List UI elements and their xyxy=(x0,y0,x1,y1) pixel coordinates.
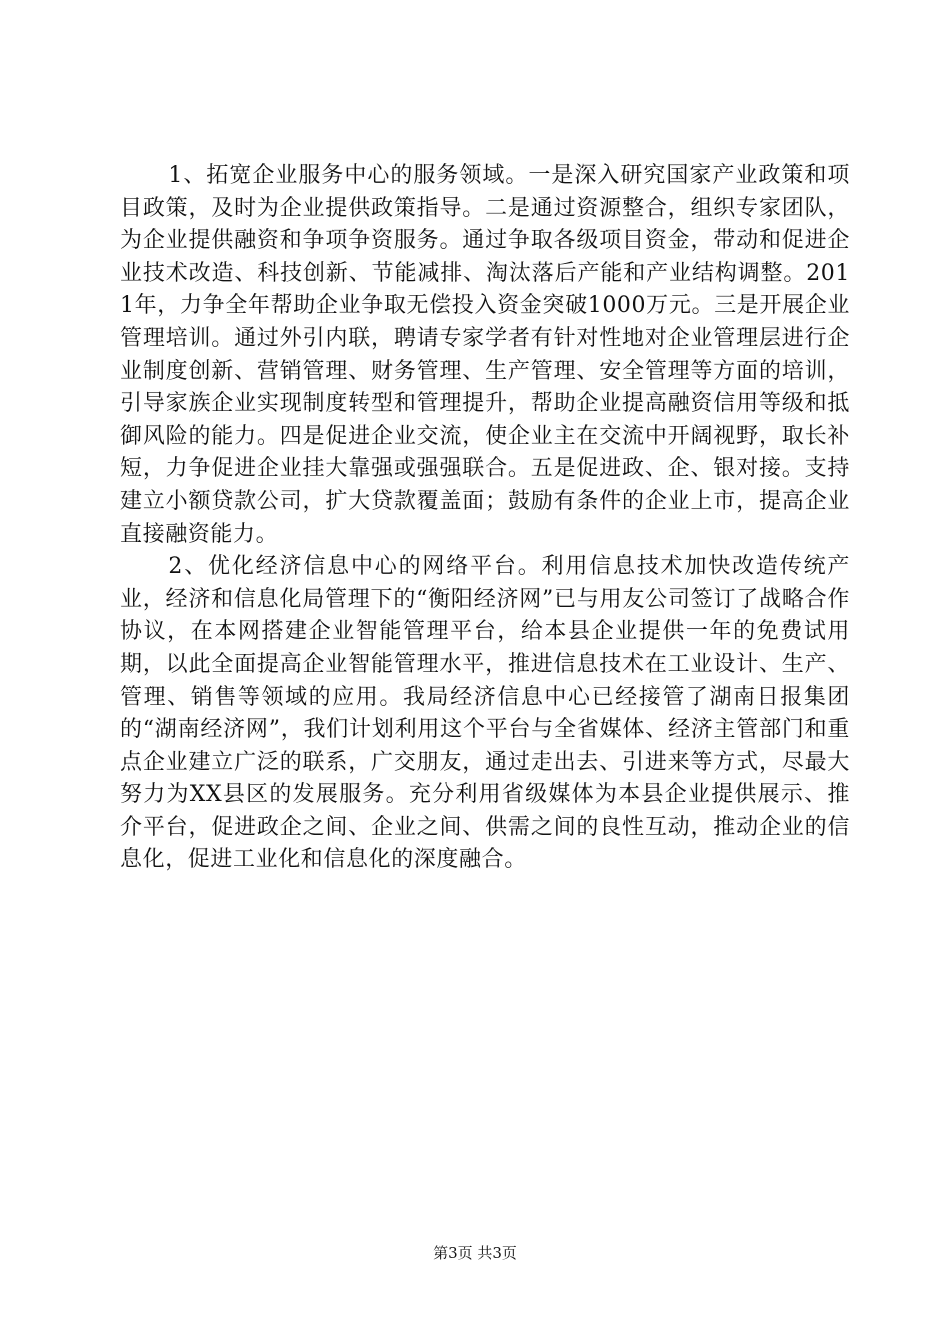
paragraph-enterprise-service-center: 1、拓宽企业服务中心的服务领域。一是深入研究国家产业政策和项目政策，及时为企业提供政策指导。二是通过资源整合，组织专家团队，为企业提供融资和争项争资服务。通过争取各级项目资金，带动和促进企业技术改造、科技创新、节能减排、淘汰落后产能和产业结构调整。2011年，力争全年帮助企业争取无偿投入资金突破1000万元。三是开展企业管理培训。通过外引内联，聘请专家学者有针对性地对企业管理层进行企业制度创新、营销管理、财务管理、生产管理、安全管理等方面的培训，引导家族企业实现制度转型和管理提升，帮助企业提高融资信用等级和抵御风险的能力。四是促进企业交流，使企业主在交流中开阔视野，取长补短，力争促进企业挂大靠强或强强联合。五是促进政、企、银对接。支持建立小额贷款公司，扩大贷款覆盖面；鼓励有条件的企业上市，提高企业直接融资能力。 xyxy=(120,163,850,547)
page-footer: 第3页 共3页 xyxy=(433,1244,517,1262)
document-body xyxy=(120,160,850,877)
paragraph-economic-info-network: 2、优化经济信息中心的网络平台。利用信息技术加快改造传统产业，经济和信息化局管理下的“衡阳经济网”已与用友公司签订了战略合作协议，在本网搭建企业智能管理平台，给本县企业提供一年的免费试用期，以此全面提高企业智能管理水平，推进信息技术在工业设计、生产、管理、销售等领域的应用。我局经济信息中心已经接管了湖南日报集团的“湖南经济网”，我们计划利用这个平台与全省媒体、经济主管部门和重点企业建立广泛的联系，广交朋友，通过走出去、引进来等方式，尽最大努力为XX县区的发展服务。充分利用省级媒体为本县企业提供展示、推介平台，促进政企之间、企业之间、供需之间的良性互动，推动企业的信息化，促进工业化和信息化的深度融合。 xyxy=(120,554,850,873)
